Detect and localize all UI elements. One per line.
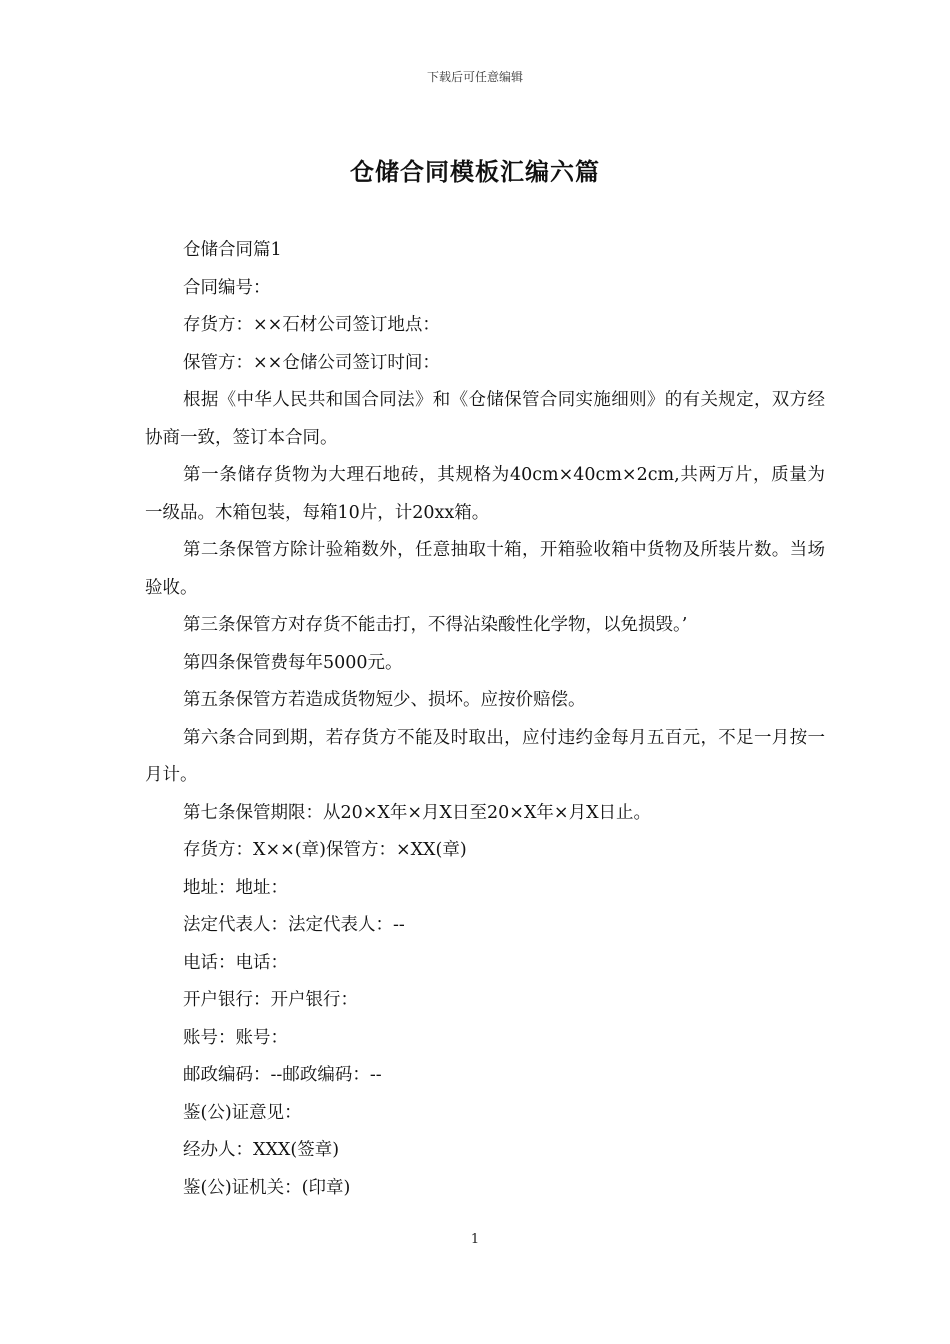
paragraph-account: 账号：账号： — [183, 1027, 288, 1048]
paragraph-section-heading: 仓储合同篇1 — [183, 240, 282, 260]
paragraph-article-4: 第四条保管费每年5000元。 — [183, 652, 403, 673]
paragraph-article-7: 第七条保管期限：从20×X年×月X日至20×X年×月X日止。 — [183, 802, 652, 823]
page-number: 1 — [470, 1232, 480, 1247]
paragraph-article-6: 第六条合同到期，若存货方不能及时取出，应付违约金每月五百元，不足一月按一月计。 — [145, 727, 825, 785]
paragraph-depositor: 存货方：××石材公司签订地点： — [183, 315, 440, 335]
paragraph-notary-opinion: 鉴(公)证意见： — [183, 1102, 302, 1123]
document-title: 仓储合同模板汇编六篇 — [350, 157, 600, 186]
paragraph-notary-office: 鉴(公)证机关：(印章) — [183, 1177, 351, 1198]
paragraph-article-1: 第一条储存货物为大理石地砖，其规格为40cm×40cm×2cm,共两万片，质量为一级品。木箱包装，每箱10片，计20xx箱。 — [145, 465, 825, 523]
paragraph-phone: 电话：电话： — [183, 952, 288, 973]
paragraph-handler: 经办人：XXX(签章) — [183, 1140, 340, 1160]
paragraph-preamble: 根据《中华人民共和国合同法》和《仓储保管合同实施细则》的有关规定，双方经协商一致，签订本合同。 — [145, 390, 825, 448]
header-note: 下载后可任意编辑 — [426, 70, 523, 84]
paragraph-bank: 开户银行：开户银行： — [183, 990, 358, 1010]
paragraph-article-2: 第二条保管方除计验箱数外，任意抽取十箱，开箱验收箱中货物及所装片数。当场验收。 — [145, 540, 825, 598]
paragraph-article-5: 第五条保管方若造成货物短少、损坏。应按价赔偿。 — [183, 690, 586, 710]
paragraph-custodian: 保管方：××仓储公司签订时间： — [183, 352, 440, 373]
paragraph-article-3: 第三条保管方对存货不能击打，不得沾染酸性化学物，以免损毁。’ — [183, 615, 688, 635]
paragraph-legal-representative: 法定代表人：法定代表人：-- — [183, 915, 405, 935]
document-body — [145, 232, 825, 1207]
paragraph-contract-number: 合同编号： — [183, 277, 271, 298]
paragraph-postal-code: 邮政编码：--邮政编码：-- — [183, 1065, 382, 1085]
paragraph-address: 地址：地址： — [183, 877, 288, 898]
paragraph-signatories: 存货方：X××(章)保管方：×XX(章) — [183, 840, 467, 860]
